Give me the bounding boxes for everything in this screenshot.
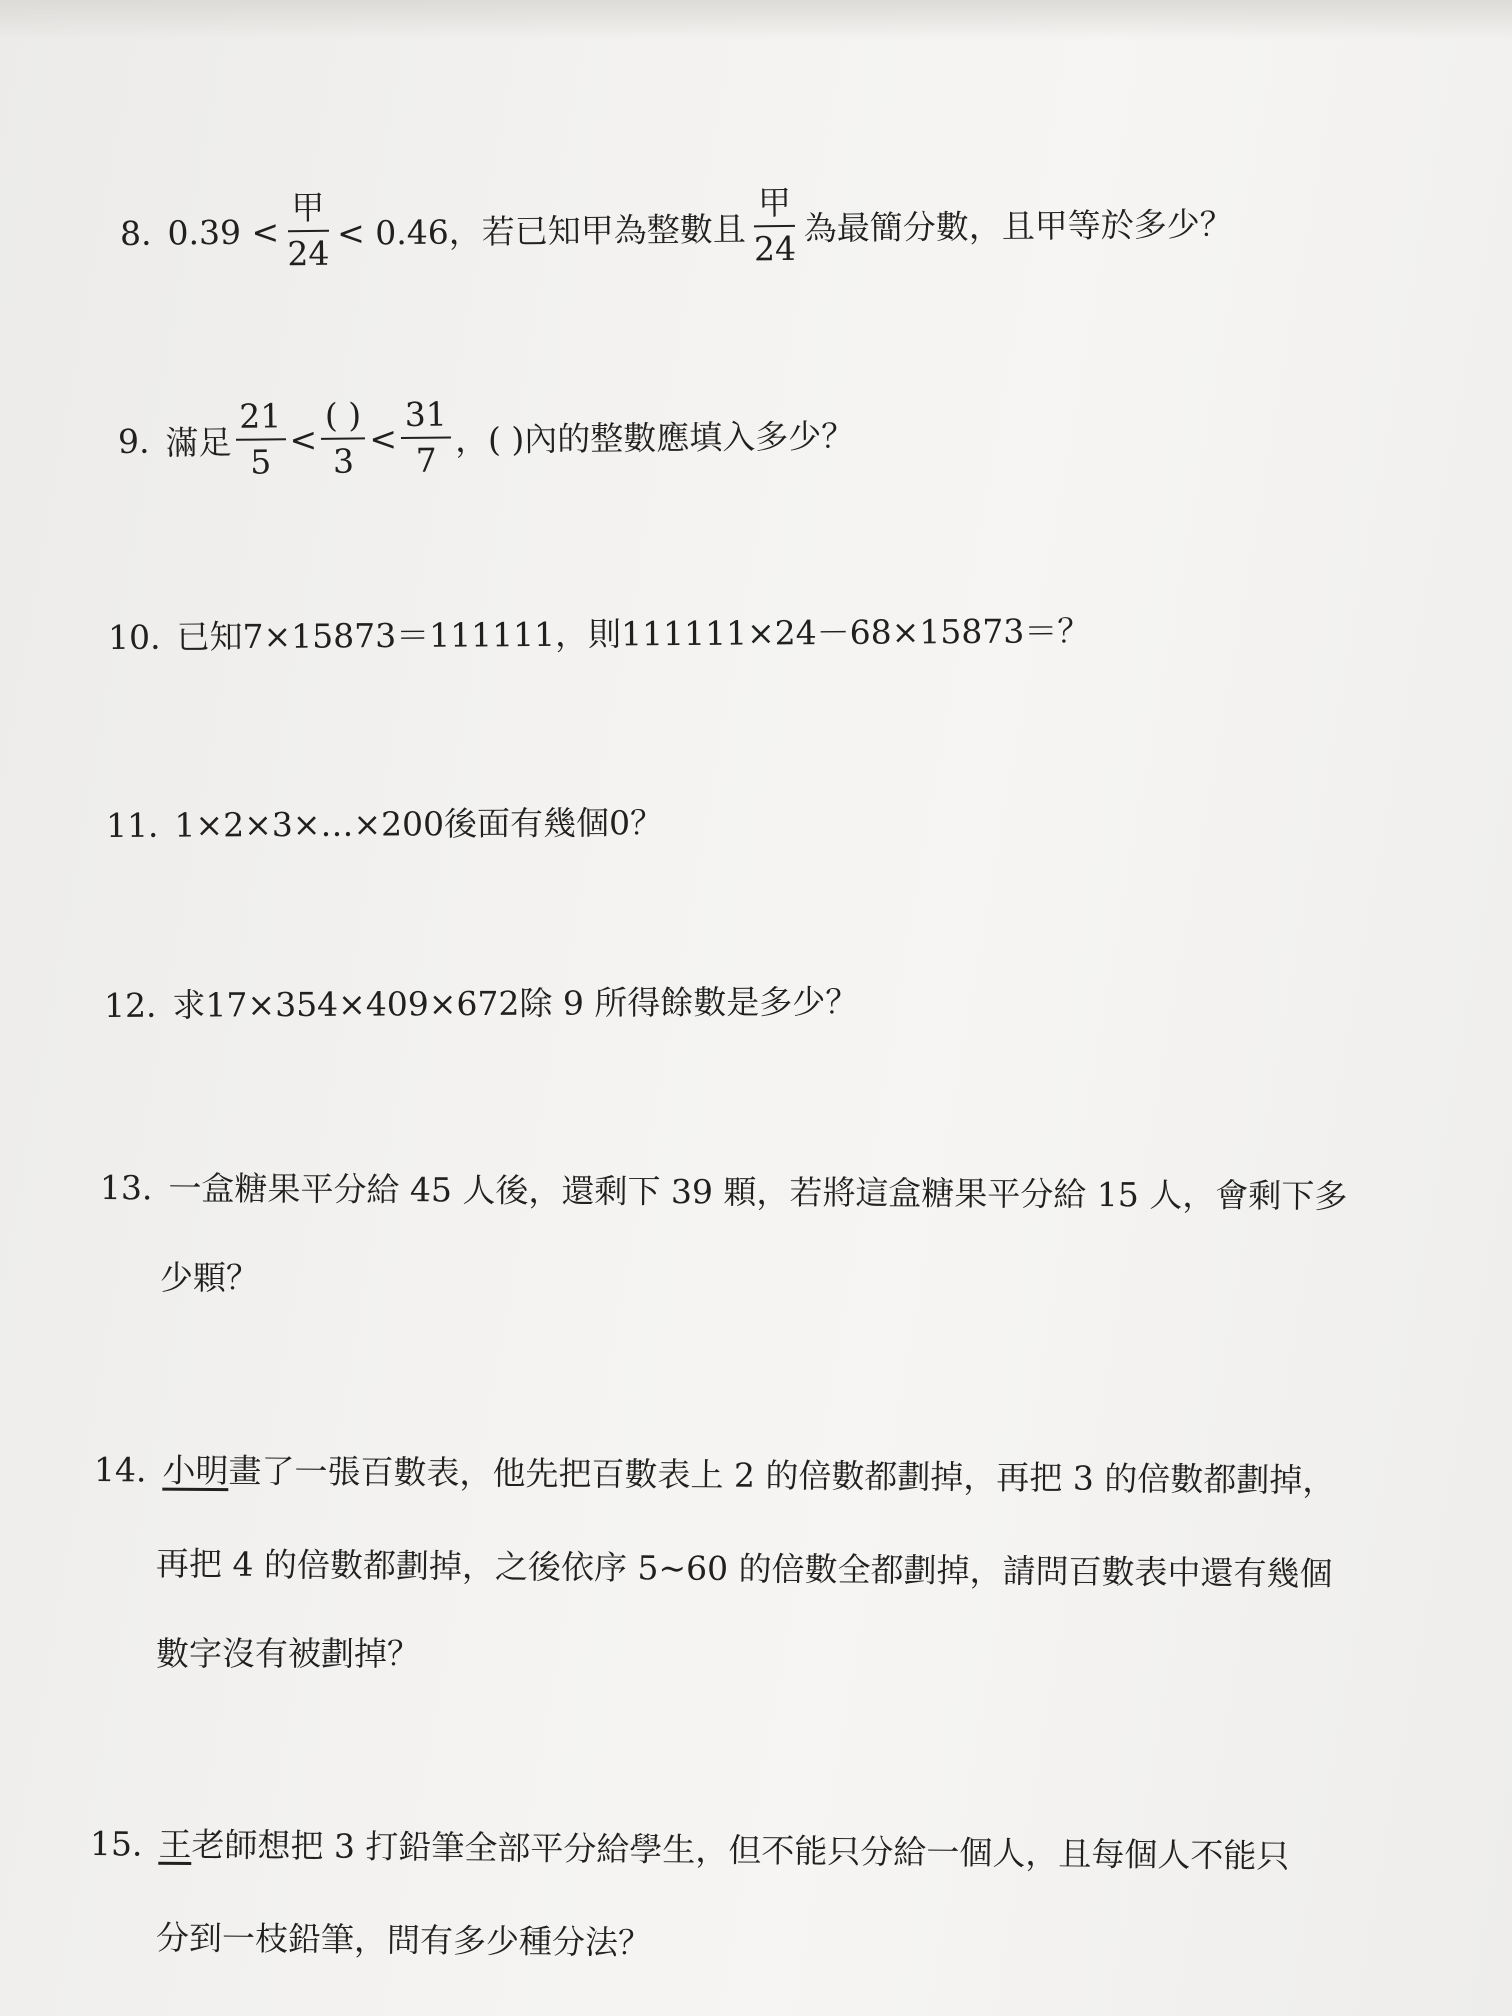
question-14-continued [156, 1538, 1333, 1595]
question-15-continued [156, 1912, 651, 1964]
person-name: 王 [158, 1824, 192, 1865]
less-than-sign: < [369, 418, 398, 459]
numerator: 甲 [754, 185, 795, 228]
denominator: 3 [332, 441, 355, 482]
less-than-sign: < [289, 419, 318, 459]
denominator: 24 [287, 234, 330, 274]
question-number: 11. [105, 805, 159, 845]
question-10 [108, 605, 1091, 659]
fraction [749, 182, 800, 269]
question-number: 12. [103, 985, 157, 1025]
denominator: 24 [753, 229, 797, 269]
question-text: 再把 4 的倍數都劃掉，之後依序 5~60 的倍數全都劃掉，請問百數表中還有幾個 [155, 1544, 1333, 1594]
question-number: 15. [89, 1824, 143, 1864]
question-text: 分到一枝鉛筆，問有多少種分法？ [155, 1918, 652, 1963]
fraction [235, 398, 286, 481]
question-text: 滿足 [165, 422, 232, 463]
question-8 [120, 180, 1234, 274]
numerator: 甲 [287, 190, 328, 233]
question-number: 14. [93, 1450, 147, 1490]
person-name: 小明 [162, 1450, 229, 1491]
question-number: 9. [117, 421, 150, 461]
question-text: 一盒糖果平分給 45 人後，還剩下 39 顆，若將這盒糖果平分給 15 人，會剩下多 [168, 1168, 1348, 1216]
numerator: 31 [401, 397, 451, 440]
question-13 [100, 1162, 1348, 1218]
question-12 [104, 976, 859, 1027]
question-number: 10. [107, 617, 161, 657]
fraction [401, 394, 452, 481]
question-9 [118, 392, 855, 482]
question-text: 1×2×3×…×200後面有幾個0？ [174, 803, 664, 845]
question-14-continued [156, 1628, 420, 1675]
page-shadow [0, 0, 1512, 40]
question-text: 老師想把 3 打鉛筆全部平分給學生，但不能只分給一個人，且每個人不能只 [191, 1825, 1290, 1876]
fraction [283, 187, 334, 274]
numerator: ( ) [321, 397, 366, 440]
numerator: 21 [235, 398, 285, 441]
question-text: 0.39 < [167, 212, 280, 253]
question-number: 8. [119, 213, 152, 253]
question-text: 為最簡分數，且甲等於多少？ [803, 204, 1233, 248]
question-text: 已知7×15873＝111111，則111111×24－68×15873＝？ [176, 611, 1091, 657]
question-text: 數字沒有被劃掉？ [156, 1634, 420, 1673]
question-text: 求17×354×409×672除 9 所得餘數是多少？ [172, 982, 859, 1025]
question-14 [94, 1444, 1336, 1502]
question-15 [90, 1818, 1290, 1878]
question-text: ，( )內的整數應填入多少？ [454, 416, 855, 460]
question-11 [106, 797, 663, 847]
question-text: 少顆？ [160, 1258, 259, 1297]
denominator: 5 [250, 442, 272, 482]
question-13-continued [160, 1252, 259, 1299]
fraction [321, 397, 366, 480]
denominator: 7 [415, 440, 437, 481]
question-text: < 0.46，若已知甲為整數且 [336, 209, 746, 253]
question-text: 畫了一張百數表，他先把百數表上 2 的倍數都劃掉，再把 3 的倍數都劃掉， [228, 1451, 1336, 1500]
question-number: 13. [99, 1168, 153, 1208]
